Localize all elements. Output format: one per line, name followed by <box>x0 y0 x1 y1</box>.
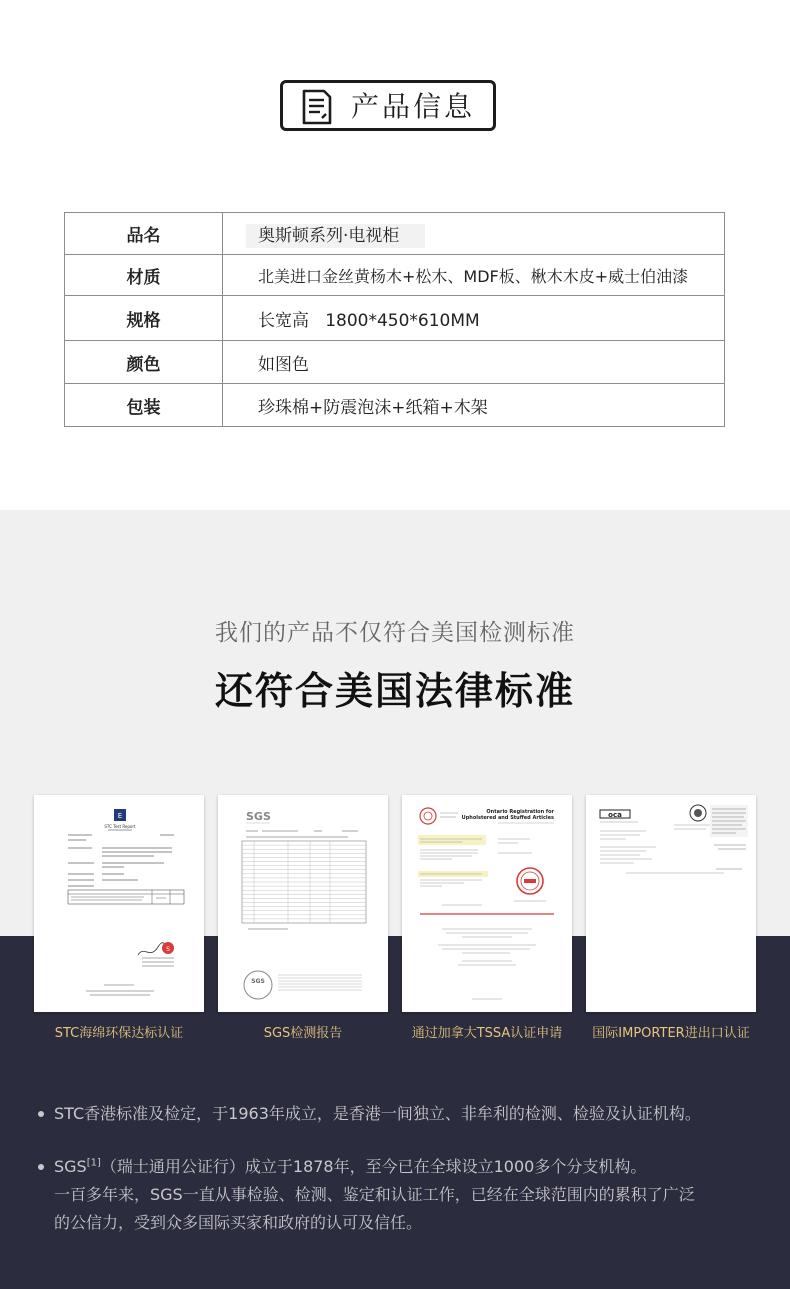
standards-headline: 还符合美国法律标准 <box>214 669 575 713</box>
svg-text:E: E <box>117 812 123 820</box>
product-name-value: 奥斯顿系列·电视柜 <box>246 224 425 248</box>
spec-value: 北美进口金丝黄杨木+松木、MDF板、楸木木皮+威士伯油漆 <box>223 255 725 296</box>
importer-caption: 国际IMPORTER进出口认证 <box>592 1026 750 1041</box>
tssa-certificate-image <box>402 795 572 1012</box>
document-icon <box>301 89 333 125</box>
sgs-note-line3: 的公信力，受到众多国际买家和政府的认可及信任。 <box>54 1213 423 1232</box>
stc-certificate-image <box>34 795 204 1012</box>
spec-value: 珍珠棉+防震泡沫+纸箱+木架 <box>223 384 725 427</box>
stc-doc-title: STC Test Report <box>104 824 136 829</box>
spec-row-name <box>65 213 725 255</box>
svg-text:Upholstered and Stuffed Articl: Upholstered and Stuffed Articles <box>461 815 554 821</box>
stc-report-document <box>34 795 204 1012</box>
svg-text:S: S <box>166 946 170 953</box>
standards-subtitle: 我们的产品不仅符合美国检测标准 <box>215 620 575 646</box>
importer-license-document <box>586 795 756 1012</box>
sgs-certificate-image <box>218 795 388 1012</box>
sgs-note-ref: [1] <box>86 1157 101 1169</box>
tssa-registration-document <box>402 795 572 1012</box>
stc-note <box>38 1100 758 1128</box>
tssa-caption: 通过加拿大TSSA认证申请 <box>411 1026 563 1041</box>
stc-note-text: STC香港标准及检定，于1963年成立，是香港一间独立、非牟利的检测、检验及认证机构。 <box>54 1104 701 1123</box>
product-info-title: 产品信息 <box>351 90 476 123</box>
bullet-dot-icon <box>38 1164 44 1170</box>
sgs-note-line2: 一百多年来，SGS一直从事检验、检测、鉴定和认证工作，已经在全球范围内的累积了广泛 <box>54 1185 695 1204</box>
spec-label: 品名 <box>65 213 223 255</box>
svg-text:SGS: SGS <box>246 810 271 823</box>
stc-caption: STC海绵环保达标认证 <box>54 1026 184 1041</box>
spec-row-color <box>65 341 725 384</box>
svg-text:SGS: SGS <box>251 978 265 985</box>
sgs-note-name: SGS <box>54 1157 87 1176</box>
spec-value: 长宽高 1800*450*610MM <box>223 296 725 341</box>
importer-certificate-image <box>586 795 756 1012</box>
sgs-caption: SGS检测报告 <box>263 1026 343 1041</box>
spec-value: 如图色 <box>223 341 725 384</box>
sgs-note-line1: （瑞士通用公证行）成立于1878年，至今已在全球设立1000多个分支机构。 <box>100 1157 647 1176</box>
spec-label: 规格 <box>65 296 223 341</box>
spec-row-material <box>65 255 725 296</box>
svg-text:oca: oca <box>608 811 622 819</box>
spec-label: 颜色 <box>65 341 223 384</box>
certification-notes <box>38 1100 758 1237</box>
product-info-section <box>0 0 790 510</box>
sgs-note <box>38 1153 758 1237</box>
product-info-title-box <box>280 80 496 131</box>
spec-row-packing <box>65 384 725 427</box>
svg-text:Ontario Registration for: Ontario Registration for <box>486 809 554 815</box>
bullet-dot-icon <box>38 1111 44 1117</box>
spec-label: 材质 <box>65 255 223 296</box>
spec-label: 包装 <box>65 384 223 427</box>
spec-row-size <box>65 296 725 341</box>
sgs-report-document <box>218 795 388 1012</box>
spec-value <box>223 213 725 255</box>
spec-table <box>64 212 725 427</box>
